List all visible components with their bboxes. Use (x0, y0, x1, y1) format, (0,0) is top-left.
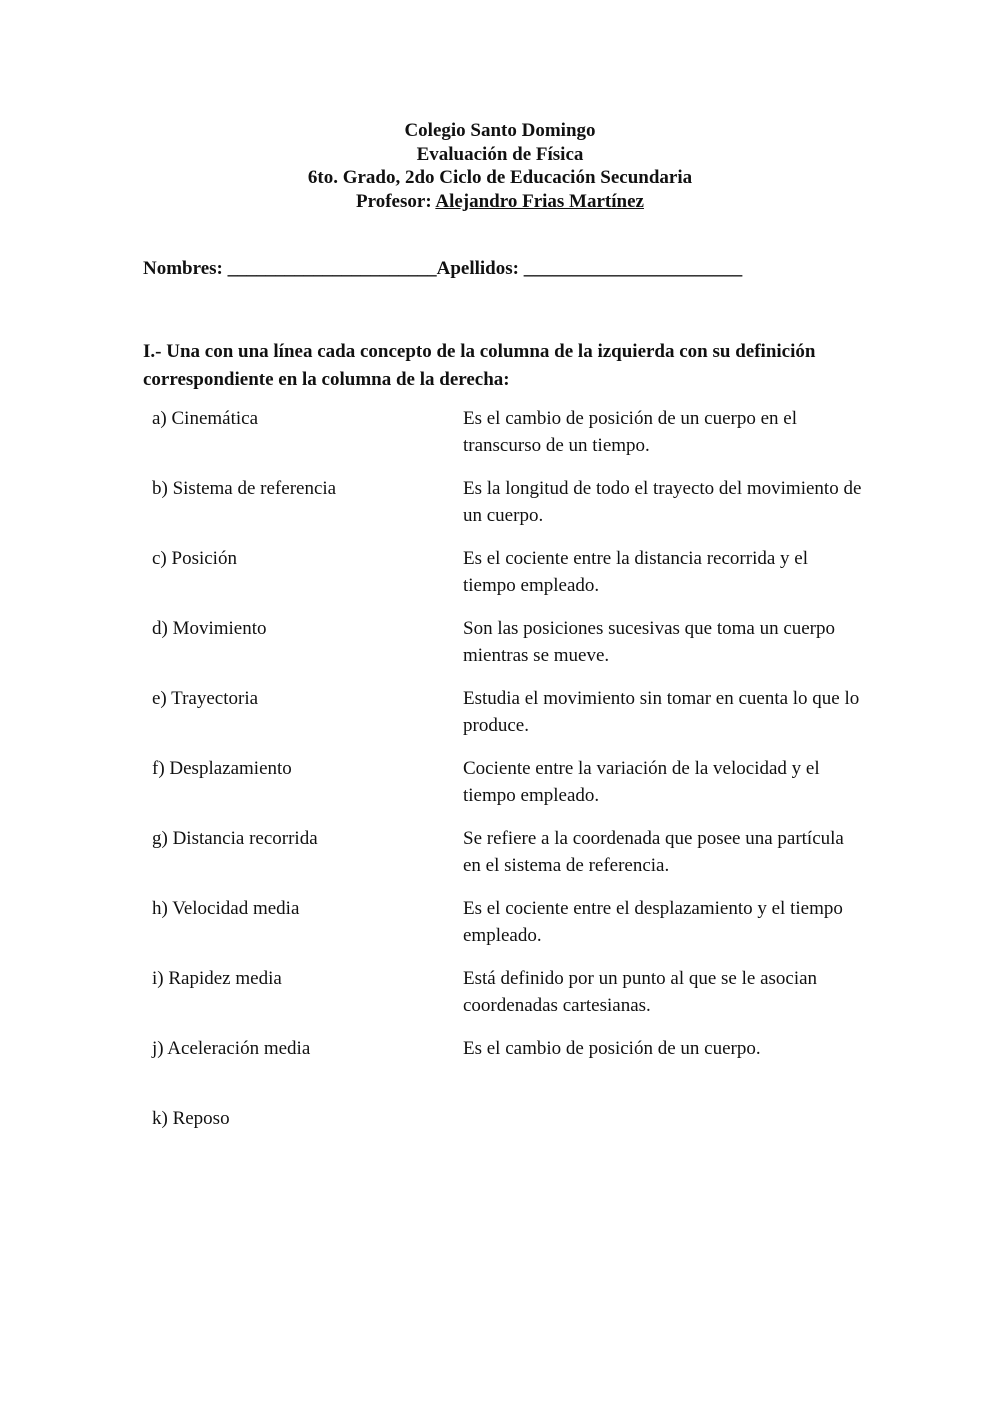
teacher-line (0, 190, 1000, 214)
matching-row (152, 965, 872, 1035)
term: g) Distancia recorrida (152, 828, 318, 849)
section-instruction: I.- Una con una línea cada concepto de la columna de la izquierda con su definición correspondiente en la columna de la derecha: (143, 341, 816, 390)
matching-row (152, 615, 872, 685)
matching-row (152, 475, 872, 545)
definition: Es la longitud de todo el trayecto del movimiento de un cuerpo. (463, 478, 862, 526)
school-name: Colegio Santo Domingo (404, 120, 596, 141)
term: d) Movimiento (152, 618, 267, 639)
definition: Son las posiciones sucesivas que toma un cuerpo mientras se mueve. (463, 618, 836, 666)
surnames-label: Apellidos: (436, 258, 519, 279)
term: c) Posición (152, 548, 237, 569)
definition: Se refiere a la coordenada que posee una partícula en el sistema de referencia. (463, 828, 844, 876)
term: j) Aceleración media (152, 1038, 311, 1059)
term: i) Rapidez media (152, 968, 282, 989)
teacher-name: Alejandro Frias Martínez (435, 190, 644, 212)
term: k) Reposo (152, 1108, 230, 1129)
names-blank[interactable]: ______________________ (227, 258, 437, 279)
definition: Es el cociente entre el desplazamiento y el tiempo empleado. (463, 898, 843, 946)
term: h) Velocidad media (152, 898, 300, 919)
definition: Es el cociente entre la distancia recorrida y el tiempo empleado. (463, 548, 808, 596)
exam-title: Evaluación de Física (416, 143, 584, 165)
matching-row (152, 895, 872, 965)
definition: Es el cambio de posición de un cuerpo. (463, 1038, 761, 1059)
matching-row (152, 825, 872, 895)
matching-row (152, 1035, 872, 1105)
term: a) Cinemática (152, 408, 259, 429)
term: b) Sistema de referencia (152, 478, 337, 499)
definition: Cociente entre la variación de la velocidad y el tiempo empleado. (463, 758, 820, 806)
teacher-label: Profesor: (356, 190, 432, 212)
definition: Es el cambio de posición de un cuerpo en el transcurso de un tiempo. (463, 408, 797, 456)
names-label: Nombres: (143, 258, 223, 279)
surnames-blank[interactable]: _______________________ (523, 258, 743, 279)
matching-row (152, 405, 872, 475)
grade-line: 6to. Grado, 2do Ciclo de Educación Secundaria (307, 167, 693, 188)
matching-row (152, 545, 872, 615)
term: e) Trayectoria (152, 688, 259, 709)
term: f) Desplazamiento (152, 758, 292, 779)
matching-row (152, 1105, 872, 1175)
matching-row (152, 755, 872, 825)
matching-list (152, 405, 872, 1175)
definition: Estudia el movimiento sin tomar en cuenta lo que lo produce. (463, 688, 860, 736)
document-header (0, 119, 1000, 213)
matching-row (152, 685, 872, 755)
definition: Está definido por un punto al que se le asocian coordenadas cartesianas. (463, 968, 818, 1016)
student-info-line (143, 258, 742, 280)
